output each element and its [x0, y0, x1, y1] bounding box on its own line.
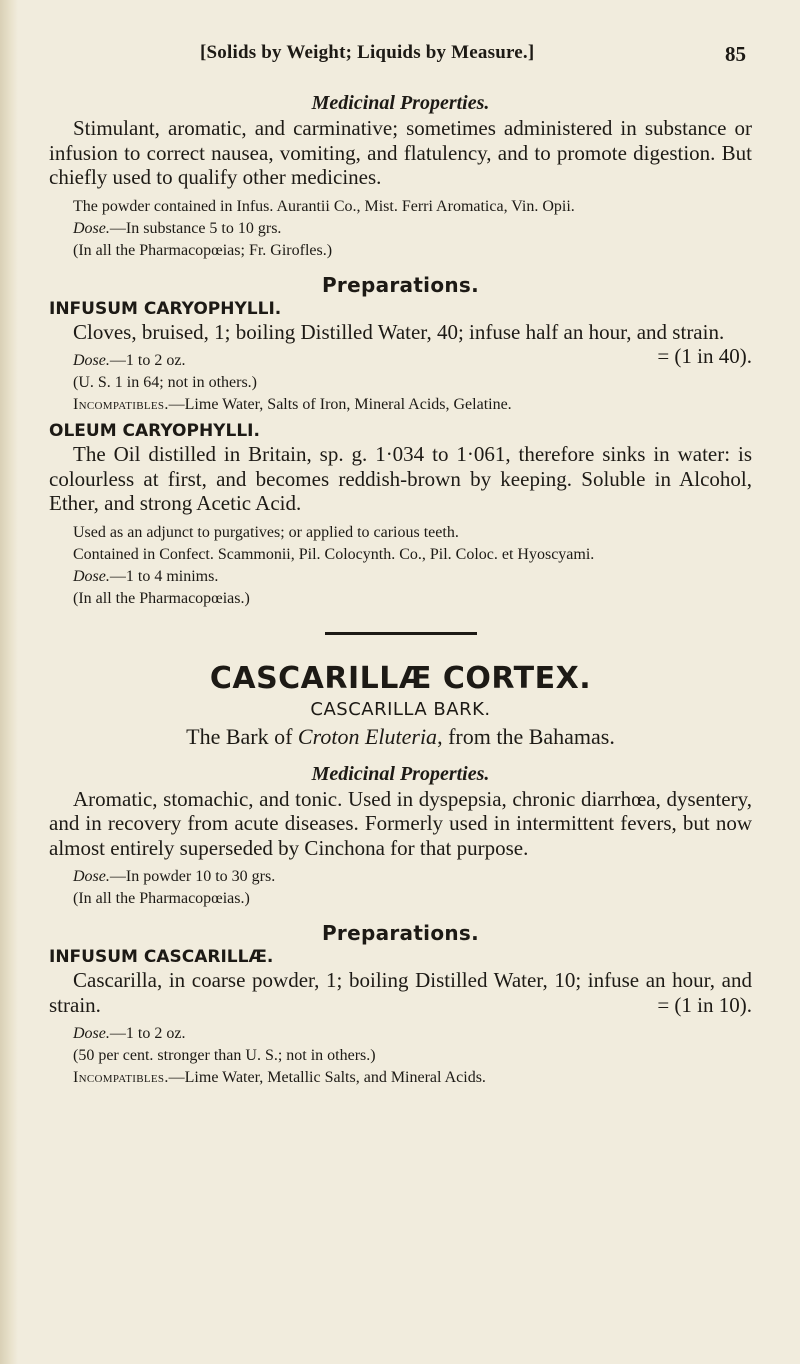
page-header	[200, 42, 746, 72]
section-divider	[325, 632, 477, 635]
dose-label: Dose.	[73, 868, 110, 885]
dose-label: Dose.	[73, 219, 110, 237]
oleum-caryophylli-pharmacopoeias: (In all the Pharmacopœias.)	[73, 589, 250, 607]
recipe-text: Cascarilla, in coarse powder, 1; boiling Distilled Water, 10; infuse an hour, and strain.	[49, 968, 752, 1017]
infusum-caryophylli-note: (U. S. 1 in 64; not in others.)	[73, 374, 257, 391]
recipe-text: Cloves, bruised, 1; boiling Distilled Water, 40; infuse half an hour, and strain.	[73, 319, 725, 344]
infusum-cascarillae-recipe	[49, 968, 752, 1017]
cascarilla-dose	[49, 866, 752, 888]
running-head: [Solids by Weight; Liquids by Measure.]	[200, 42, 535, 63]
dose-text: —In powder 10 to 30 grs.	[109, 868, 276, 885]
dose-text: —1 to 4 minims.	[109, 567, 219, 585]
page-content	[49, 90, 752, 1089]
caryophyllum-pharmacopoeias: (In all the Pharmacopœias; Fr. Girofles.)	[73, 241, 333, 259]
origin-prefix: The Bark of	[186, 723, 298, 749]
cascarilla-title: CASCARILLÆ CORTEX.	[209, 660, 592, 696]
cascarilla-preparations-heading: Preparations.	[321, 921, 480, 945]
recipe-ratio: = (1 in 40).	[657, 344, 752, 368]
infusum-cascarillae-dose	[49, 1023, 752, 1045]
cascarilla-alt-title: CASCARILLA BARK.	[310, 698, 491, 720]
dose-text: —In substance 5 to 10 grs.	[109, 219, 282, 237]
oleum-caryophylli-dose	[49, 566, 752, 588]
cascarilla-medicinal-heading: Medicinal Properties.	[311, 762, 490, 785]
infusum-caryophylli-name: INFUSUM CARYOPHYLLI.	[49, 298, 282, 319]
caryophyllum-dose	[49, 218, 752, 240]
dose-label: Dose.	[73, 352, 110, 369]
dose-label: Dose.	[73, 567, 110, 585]
oleum-caryophylli-contained: Contained in Confect. Scammonii, Pil. Colocynth. Co., Pil. Coloc. et Hyoscyami.	[73, 545, 595, 563]
incompatibles-label: Incompatibles.	[73, 1069, 169, 1086]
page-number: 85	[725, 42, 746, 66]
oleum-caryophylli-text: The Oil distilled in Britain, sp. g. 1·034 to 1·061, therefore sinks in water: is colourless at first, and becomes reddish-brown by keeping. Soluble in Alcohol, Ether, and strong Acetic Acid.	[49, 442, 752, 515]
dose-text: —1 to 2 oz.	[109, 352, 186, 369]
dose-text: —1 to 2 oz.	[109, 1025, 186, 1042]
incompatibles-text: —Lime Water, Metallic Salts, and Mineral Acids.	[168, 1069, 486, 1086]
incompatibles-text: —Lime Water, Salts of Iron, Mineral Acids, Gelatine.	[168, 396, 512, 413]
cascarilla-medicinal-text: Aromatic, stomachic, and tonic. Used in dyspepsia, chronic diarrhœa, dysentery, and in recovery from acute diseases. Formerly used in intermittent fevers, but now almost entirely superseded by Cinchona for that purpose.	[49, 786, 752, 860]
recipe-ratio: = (1 in 10).	[657, 992, 752, 1017]
cascarilla-origin	[49, 723, 752, 751]
infusum-caryophylli-incompatibles	[49, 394, 752, 416]
dose-label: Dose.	[73, 1025, 110, 1042]
origin-suffix: , from the Bahamas.	[437, 723, 615, 749]
infusum-cascarillae-note: (50 per cent. stronger than U. S.; not in others.)	[73, 1047, 376, 1064]
oleum-caryophylli-used: Used as an adjunct to purgatives; or applied to carious teeth.	[73, 523, 459, 541]
caryophyllum-medicinal-heading: Medicinal Properties.	[311, 92, 490, 114]
caryophyllum-medicinal-text: Stimulant, aromatic, and carminative; sometimes administered in substance or infusion to correct nausea, vomiting, and flatulency, and to promote digestion. But chiefly used to qualify other medicines.	[49, 116, 752, 189]
caryophyllum-contained: The powder contained in Infus. Aurantii Co., Mist. Ferri Aromatica, Vin. Opii.	[73, 197, 575, 215]
cascarilla-pharmacopoeias: (In all the Pharmacopœias.)	[73, 890, 250, 907]
oleum-caryophylli-name: OLEUM CARYOPHYLLI.	[49, 421, 260, 441]
infusum-cascarillae-incompatibles	[49, 1067, 752, 1089]
incompatibles-label: Incompatibles.	[73, 396, 169, 413]
caryophyllum-preparations-heading: Preparations.	[321, 272, 480, 297]
origin-species: Croton Eluteria	[297, 723, 438, 749]
infusum-cascarillae-name: INFUSUM CASCARILLÆ.	[49, 947, 274, 967]
